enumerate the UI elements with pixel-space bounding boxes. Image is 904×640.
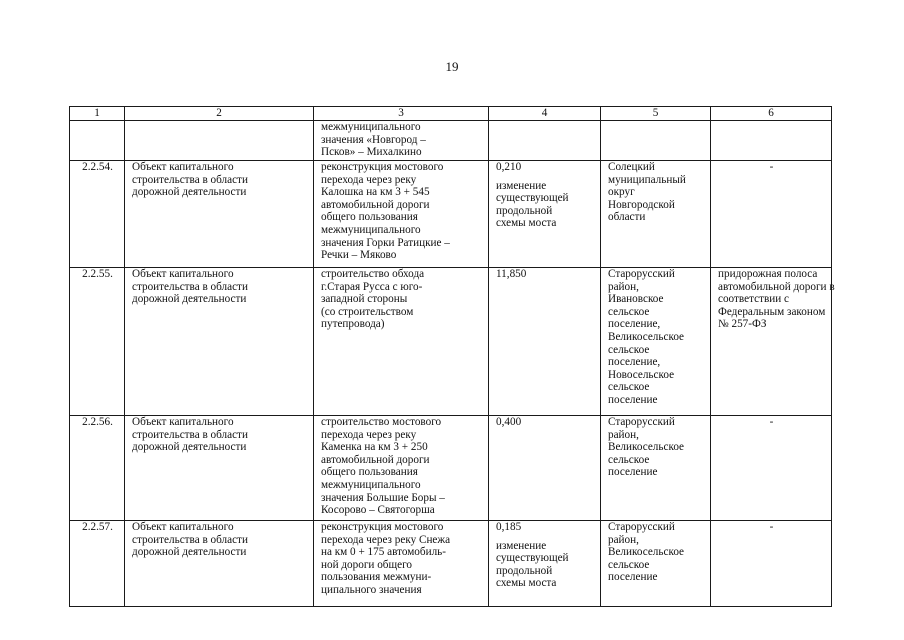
cell-text-line: район,: [608, 533, 639, 546]
cell-object: [125, 161, 314, 268]
cell-text-line: муниципальный: [608, 173, 686, 186]
cell-text-line: ной дороги общего: [321, 558, 412, 571]
cell-text-line: поселение: [608, 393, 658, 406]
cell-text-line: поселение: [608, 466, 658, 479]
cell-num: [70, 121, 125, 161]
value-number: 11,850: [496, 268, 527, 280]
cell-text-line: дорожной деятельности: [132, 441, 247, 454]
cell-text-line: поселение: [608, 571, 658, 584]
cell-text-line: существующей: [496, 192, 569, 205]
cell-text-line: Старорусский: [608, 416, 675, 428]
cell-text-line: строительства в области: [132, 280, 248, 293]
cell-text-line: Солецкий: [608, 161, 655, 173]
column-header: 1: [70, 107, 125, 121]
cell-text-line: Старорусский: [608, 521, 675, 533]
cell-notes: [711, 416, 832, 521]
column-header: 2: [125, 107, 314, 121]
cell-text-line: межмуниципального: [321, 223, 421, 236]
cell-text-line: изменение: [496, 539, 547, 552]
cell-location: [601, 268, 711, 416]
cell-text-line: поселение,: [608, 318, 661, 331]
cell-text-line: строительства в области: [132, 173, 248, 186]
cell-value: [489, 121, 601, 161]
cell-text-line: общего пользования: [321, 211, 418, 224]
cell-description: [314, 416, 489, 521]
cell-text-line: -: [769, 521, 774, 533]
cell-text-line: строительство мостового: [321, 416, 442, 428]
cell-text-line: поселение,: [608, 356, 661, 369]
table-row: [70, 521, 832, 607]
cell-num: 2.2.56.: [70, 416, 125, 521]
cell-text-line: перехода через реку Снежа: [321, 533, 451, 546]
cell-text-line: Калошка на км 3 + 545: [321, 186, 430, 199]
cell-text-line: сельское: [608, 558, 650, 571]
cell-object: [125, 521, 314, 607]
cell-value: [489, 161, 601, 268]
cell-text-line: Великосельское: [608, 546, 685, 559]
cell-text-line: перехода через реку: [321, 173, 417, 186]
cell-text-line: межмуниципального: [321, 121, 421, 133]
cell-text-line: дорожной деятельности: [132, 546, 247, 559]
cell-location: [601, 121, 711, 161]
cell-text-line: Великосельское: [608, 330, 685, 343]
cell-value: [489, 521, 601, 607]
cell-text-line: Псков» – Михалкино: [321, 146, 422, 159]
cell-text-line: соответствии с: [718, 293, 789, 306]
table-row: [70, 416, 832, 521]
cell-location: [601, 161, 711, 268]
cell-text-line: Объект капитального: [132, 268, 234, 280]
cell-object: [125, 416, 314, 521]
cell-text-line: западной стороны: [321, 293, 408, 306]
cell-text-line: строительства в области: [132, 533, 248, 546]
cell-text-line: Великосельское: [608, 441, 685, 454]
cell-text-line: придорожная полоса: [718, 268, 818, 280]
cell-object: [125, 121, 314, 161]
cell-value: [489, 268, 601, 416]
cell-text-line: значения Горки Ратицкие –: [321, 236, 450, 249]
cell-text-line: Старорусский: [608, 268, 675, 280]
cell-text-line: изменение: [496, 179, 547, 192]
column-header: 6: [711, 107, 832, 121]
cell-text-line: № 257-ФЗ: [718, 318, 767, 331]
cell-text-line: реконструкция мостового: [321, 161, 444, 173]
cell-text-line: Федеральным законом: [718, 305, 826, 318]
cell-text-line: -: [769, 161, 774, 173]
cell-description: [314, 121, 489, 161]
column-header: 5: [601, 107, 711, 121]
cell-text-line: автомобильной дороги: [321, 453, 430, 466]
cell-text-line: области: [608, 211, 646, 224]
cell-value: [489, 416, 601, 521]
table-row: [70, 161, 832, 268]
cell-text-line: сельское: [608, 343, 650, 356]
cell-text-line: Объект капитального: [132, 416, 234, 428]
cell-text-line: (со строительством: [321, 305, 414, 318]
column-header: 4: [489, 107, 601, 121]
cell-text-line: Ивановское: [608, 293, 664, 306]
value-number: 0,400: [496, 416, 522, 428]
cell-notes: [711, 521, 832, 607]
cell-text-line: Новосельское: [608, 368, 675, 381]
cell-text-line: строительства в области: [132, 428, 248, 441]
cell-text-line: автомобильной дороги: [321, 198, 430, 211]
cell-text-line: значения Большие Боры –: [321, 491, 445, 504]
cell-text-line: межмуниципального: [321, 478, 421, 491]
cell-text-line: пользования межмуни-: [321, 571, 432, 584]
table-header-row: [70, 107, 832, 121]
cell-num: 2.2.55.: [70, 268, 125, 416]
page-number: 19: [445, 59, 459, 74]
cell-text-line: Объект капитального: [132, 161, 234, 173]
column-header: 3: [314, 107, 489, 121]
cell-text-line: дорожной деятельности: [132, 186, 247, 199]
cell-text-line: схемы моста: [496, 577, 557, 590]
cell-text-line: сельское: [608, 381, 650, 394]
cell-num: 2.2.54.: [70, 161, 125, 268]
cell-text-line: дорожной деятельности: [132, 293, 247, 306]
cell-text-line: сельское: [608, 305, 650, 318]
cell-notes: [711, 121, 832, 161]
cell-text-line: Новгородской: [608, 198, 675, 211]
cell-text-line: район,: [608, 428, 639, 441]
cell-text-line: Каменка на км 3 + 250: [321, 441, 428, 454]
cell-text-line: автомобильной дороги в: [718, 280, 835, 293]
continued-row: [70, 121, 832, 161]
cell-text-line: округ: [608, 186, 635, 199]
cell-text-line: реконструкция мостового: [321, 521, 444, 533]
cell-description: [314, 161, 489, 268]
cell-text-line: значения «Новгород –: [321, 133, 426, 146]
cell-object: [125, 268, 314, 416]
cell-text-line: Речки – Мяково: [321, 249, 397, 262]
cell-notes: [711, 161, 832, 268]
cell-text-line: ципального значения: [321, 583, 422, 596]
value-number: 0,185: [496, 521, 522, 533]
cell-num: 2.2.57.: [70, 521, 125, 607]
cell-description: [314, 268, 489, 416]
cell-text-line: путепровода): [321, 318, 385, 331]
cell-text-line: перехода через реку: [321, 428, 417, 441]
document-table: [69, 106, 835, 607]
cell-description: [314, 521, 489, 607]
cell-text-line: сельское: [608, 453, 650, 466]
cell-text-line: -: [769, 416, 774, 428]
cell-text-line: продольной: [496, 564, 553, 577]
cell-notes: [711, 268, 835, 416]
cell-text-line: Объект капитального: [132, 521, 234, 533]
cell-text-line: схемы моста: [496, 217, 557, 230]
table-row: [70, 268, 832, 416]
cell-text-line: общего пользования: [321, 466, 418, 479]
cell-text-line: существующей: [496, 552, 569, 565]
cell-text-line: Косорово – Святогорша: [321, 504, 435, 517]
cell-text-line: строительство обхода: [321, 268, 425, 280]
cell-text-line: г.Старая Русса с юго-: [321, 280, 423, 293]
cell-location: [601, 521, 711, 607]
cell-text-line: район,: [608, 280, 639, 293]
cell-location: [601, 416, 711, 521]
cell-text-line: продольной: [496, 204, 553, 217]
cell-text-line: на км 0 + 175 автомобиль-: [321, 546, 446, 559]
value-number: 0,210: [496, 161, 522, 173]
